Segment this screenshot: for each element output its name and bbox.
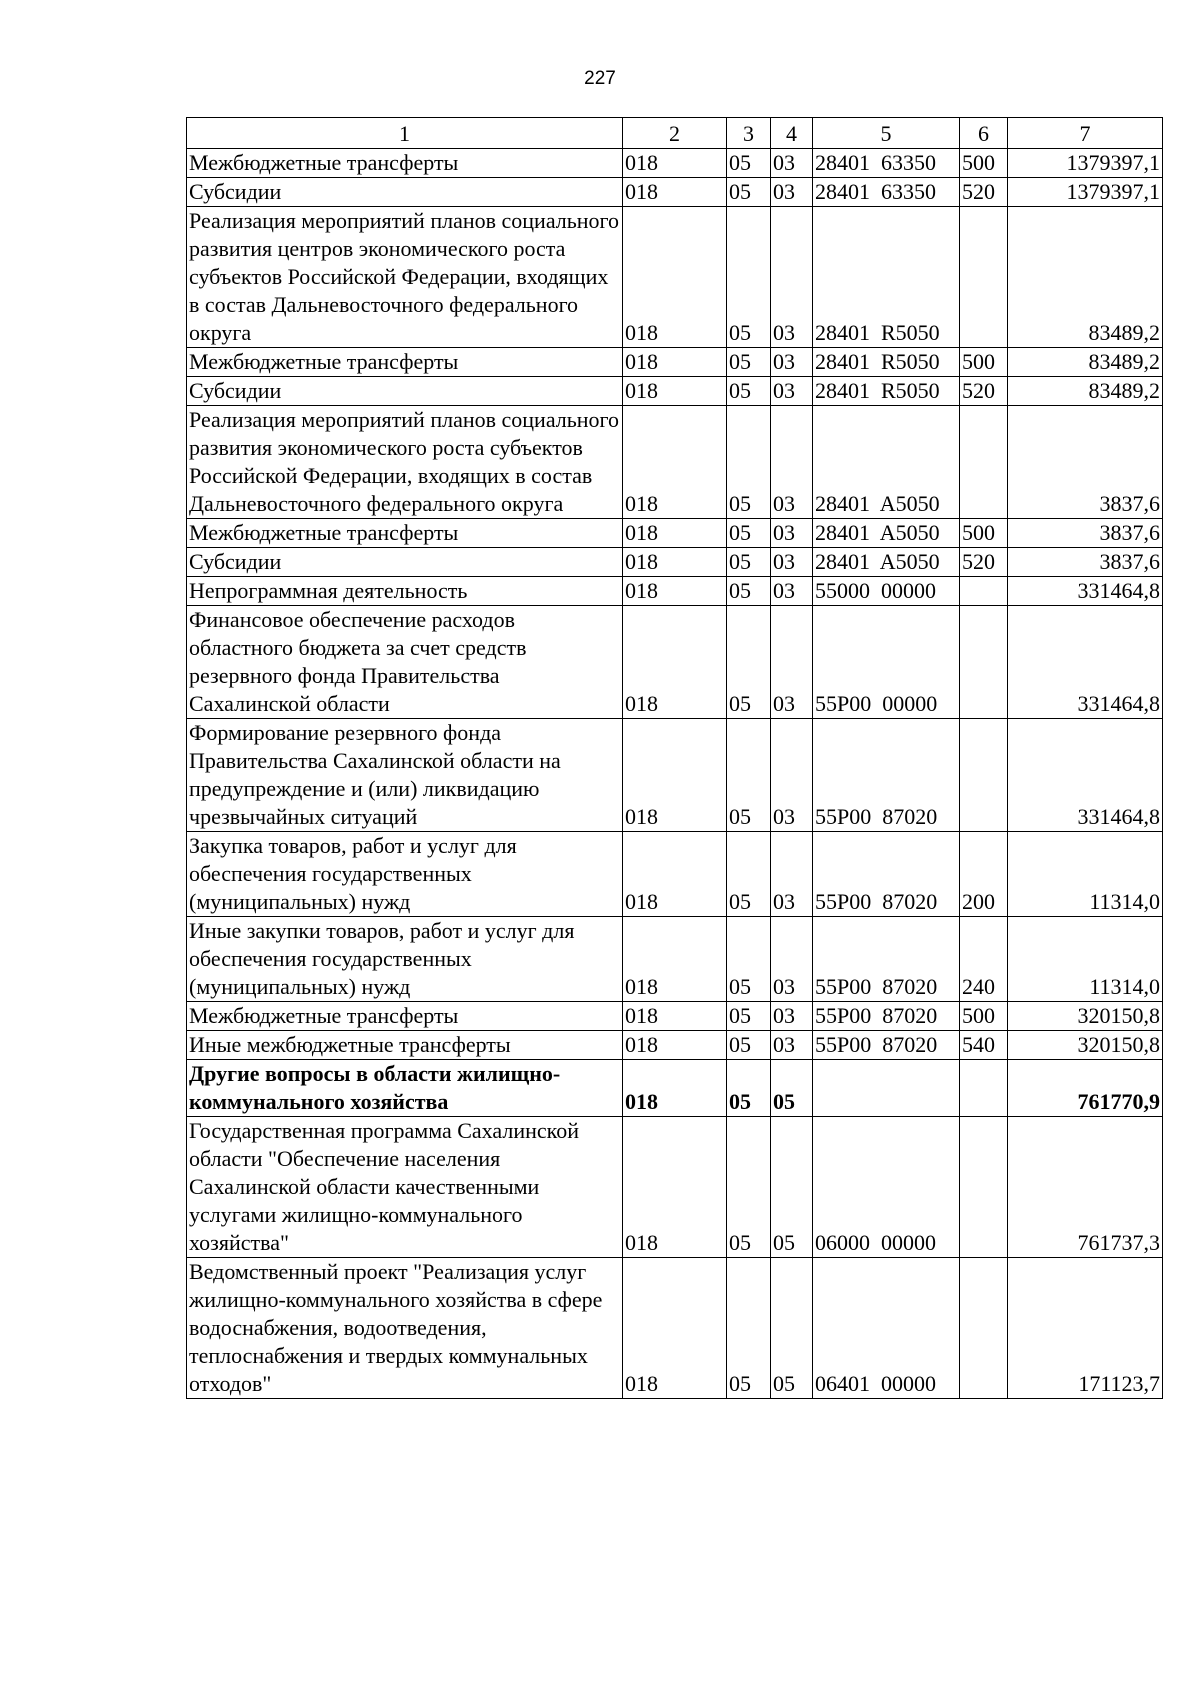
row-type-cell: 500 [960,149,1008,178]
column-header-5: 5 [813,118,960,149]
row-amount-cell: 1379397,1 [1008,178,1163,207]
row-target-cell: 28401 A5050 [813,406,960,519]
row-amount-cell: 3837,6 [1008,406,1163,519]
table-row [187,1258,1163,1399]
row-name-cell: Другие вопросы в области жилищно-коммунального хозяйства [187,1060,623,1117]
row-amount-cell: 83489,2 [1008,348,1163,377]
row-amount-cell: 331464,8 [1008,606,1163,719]
row-type-cell: 500 [960,348,1008,377]
row-code-cell: 018 [623,917,727,1002]
row-section-cell: 05 [727,548,771,577]
row-target-cell [813,1060,960,1117]
row-section-cell: 05 [727,1002,771,1031]
row-target-cell: 55P00 87020 [813,719,960,832]
row-name-cell: Субсидии [187,178,623,207]
row-section-cell: 05 [727,1258,771,1399]
row-name-cell: Субсидии [187,377,623,406]
row-subsection-cell: 03 [771,377,813,406]
row-code-cell: 018 [623,1117,727,1258]
row-name-cell: Межбюджетные трансферты [187,519,623,548]
row-code-cell: 018 [623,1031,727,1060]
table-row [187,348,1163,377]
row-type-cell: 240 [960,917,1008,1002]
row-subsection-cell: 03 [771,149,813,178]
row-target-cell: 55000 00000 [813,577,960,606]
row-subsection-cell: 03 [771,207,813,348]
row-amount-cell: 171123,7 [1008,1258,1163,1399]
row-target-cell: 28401 A5050 [813,519,960,548]
column-header-1: 1 [187,118,623,149]
column-header-2: 2 [623,118,727,149]
table-row [187,1117,1163,1258]
row-subsection-cell: 03 [771,606,813,719]
row-type-cell [960,406,1008,519]
row-name-cell: Межбюджетные трансферты [187,1002,623,1031]
row-name-cell: Финансовое обеспечение расходов областного бюджета за счет средств резервного фонда Правительства Сахалинской области [187,606,623,719]
table-row [187,178,1163,207]
row-type-cell [960,1258,1008,1399]
table-row [187,577,1163,606]
row-target-cell: 28401 A5050 [813,548,960,577]
row-subsection-cell: 03 [771,348,813,377]
row-section-cell: 05 [727,719,771,832]
row-name-cell: Иные закупки товаров, работ и услуг для обеспечения государственных (муниципальных) нужд [187,917,623,1002]
row-section-cell: 05 [727,1117,771,1258]
row-type-cell: 540 [960,1031,1008,1060]
row-type-cell [960,1060,1008,1117]
row-name-cell: Межбюджетные трансферты [187,149,623,178]
column-header-4: 4 [771,118,813,149]
row-target-cell: 28401 R5050 [813,348,960,377]
row-subsection-cell: 03 [771,1031,813,1060]
row-amount-cell: 11314,0 [1008,832,1163,917]
row-subsection-cell: 03 [771,1002,813,1031]
row-name-cell: Иные межбюджетные трансферты [187,1031,623,1060]
table-row [187,149,1163,178]
row-name-cell: Государственная программа Сахалинской области "Обеспечение населения Сахалинской области качественными услугами жилищно-коммунального хозяйства" [187,1117,623,1258]
row-type-cell [960,606,1008,719]
row-section-cell: 05 [727,832,771,917]
table-row [187,832,1163,917]
row-target-cell: 55P00 87020 [813,1002,960,1031]
row-target-cell: 06000 00000 [813,1117,960,1258]
row-amount-cell: 331464,8 [1008,577,1163,606]
row-amount-cell: 83489,2 [1008,207,1163,348]
row-code-cell: 018 [623,1060,727,1117]
budget-table [186,117,1163,1399]
row-code-cell: 018 [623,577,727,606]
row-subsection-cell: 03 [771,719,813,832]
table-row [187,548,1163,577]
row-subsection-cell: 05 [771,1258,813,1399]
row-subsection-cell: 03 [771,406,813,519]
row-subsection-cell: 03 [771,178,813,207]
row-type-cell: 500 [960,1002,1008,1031]
row-type-cell: 520 [960,377,1008,406]
row-subsection-cell: 03 [771,832,813,917]
row-subsection-cell: 03 [771,577,813,606]
row-name-cell: Реализация мероприятий планов социального развития центров экономического роста субъектов Российской Федерации, входящих в состав Дальневосточного федерального округа [187,207,623,348]
row-amount-cell: 331464,8 [1008,719,1163,832]
row-amount-cell: 1379397,1 [1008,149,1163,178]
row-target-cell: 55P00 87020 [813,917,960,1002]
row-type-cell [960,719,1008,832]
table-row [187,519,1163,548]
header-row [187,118,1163,149]
row-code-cell: 018 [623,377,727,406]
table-row [187,1002,1163,1031]
row-code-cell: 018 [623,178,727,207]
row-code-cell: 018 [623,548,727,577]
column-header-6: 6 [960,118,1008,149]
row-target-cell: 55P00 87020 [813,1031,960,1060]
row-subsection-cell: 03 [771,548,813,577]
column-header-7: 7 [1008,118,1163,149]
row-target-cell: 55P00 00000 [813,606,960,719]
row-section-cell: 05 [727,149,771,178]
row-code-cell: 018 [623,719,727,832]
row-code-cell: 018 [623,519,727,548]
row-section-cell: 05 [727,1031,771,1060]
row-code-cell: 018 [623,406,727,519]
row-target-cell: 28401 R5050 [813,207,960,348]
table-row [187,207,1163,348]
table-row [187,606,1163,719]
row-code-cell: 018 [623,207,727,348]
row-code-cell: 018 [623,348,727,377]
row-section-cell: 05 [727,917,771,1002]
row-name-cell: Реализация мероприятий планов социального развития экономического роста субъектов Российской Федерации, входящих в состав Дальневосточного федерального округа [187,406,623,519]
row-name-cell: Непрограммная деятельность [187,577,623,606]
table-row [187,406,1163,519]
row-type-cell: 520 [960,178,1008,207]
row-amount-cell: 761737,3 [1008,1117,1163,1258]
row-amount-cell: 320150,8 [1008,1002,1163,1031]
row-type-cell [960,1117,1008,1258]
row-target-cell: 55P00 87020 [813,832,960,917]
row-type-cell: 200 [960,832,1008,917]
row-code-cell: 018 [623,606,727,719]
row-code-cell: 018 [623,149,727,178]
row-section-cell: 05 [727,406,771,519]
row-section-cell: 05 [727,577,771,606]
row-type-cell: 500 [960,519,1008,548]
row-name-cell: Формирование резервного фонда Правительства Сахалинской области на предупреждение и (или) ликвидацию чрезвычайных ситуаций [187,719,623,832]
table-row [187,719,1163,832]
row-type-cell [960,207,1008,348]
row-section-cell: 05 [727,1060,771,1117]
row-target-cell: 28401 63350 [813,149,960,178]
table-body [187,149,1163,1399]
table-header [187,118,1163,149]
row-code-cell: 018 [623,1002,727,1031]
row-subsection-cell: 05 [771,1060,813,1117]
row-target-cell: 28401 63350 [813,178,960,207]
table-row [187,1031,1163,1060]
row-subsection-cell: 05 [771,1117,813,1258]
row-amount-cell: 3837,6 [1008,519,1163,548]
row-type-cell [960,577,1008,606]
row-type-cell: 520 [960,548,1008,577]
page-number: 227 [584,68,616,89]
row-subsection-cell: 03 [771,917,813,1002]
column-header-3: 3 [727,118,771,149]
row-section-cell: 05 [727,377,771,406]
row-code-cell: 018 [623,832,727,917]
row-section-cell: 05 [727,606,771,719]
row-section-cell: 05 [727,178,771,207]
row-name-cell: Закупка товаров, работ и услуг для обеспечения государственных (муниципальных) нужд [187,832,623,917]
table-row [187,917,1163,1002]
row-subsection-cell: 03 [771,519,813,548]
row-section-cell: 05 [727,348,771,377]
row-name-cell: Межбюджетные трансферты [187,348,623,377]
table-row [187,1060,1163,1117]
row-amount-cell: 83489,2 [1008,377,1163,406]
row-name-cell: Ведомственный проект "Реализация услуг жилищно-коммунального хозяйства в сфере водоснабжения, водоотведения, теплоснабжения и твердых коммунальных отходов" [187,1258,623,1399]
row-section-cell: 05 [727,519,771,548]
row-amount-cell: 11314,0 [1008,917,1163,1002]
row-amount-cell: 761770,9 [1008,1060,1163,1117]
row-amount-cell: 3837,6 [1008,548,1163,577]
row-name-cell: Субсидии [187,548,623,577]
row-target-cell: 06401 00000 [813,1258,960,1399]
row-target-cell: 28401 R5050 [813,377,960,406]
row-code-cell: 018 [623,1258,727,1399]
row-section-cell: 05 [727,207,771,348]
table-row [187,377,1163,406]
row-amount-cell: 320150,8 [1008,1031,1163,1060]
